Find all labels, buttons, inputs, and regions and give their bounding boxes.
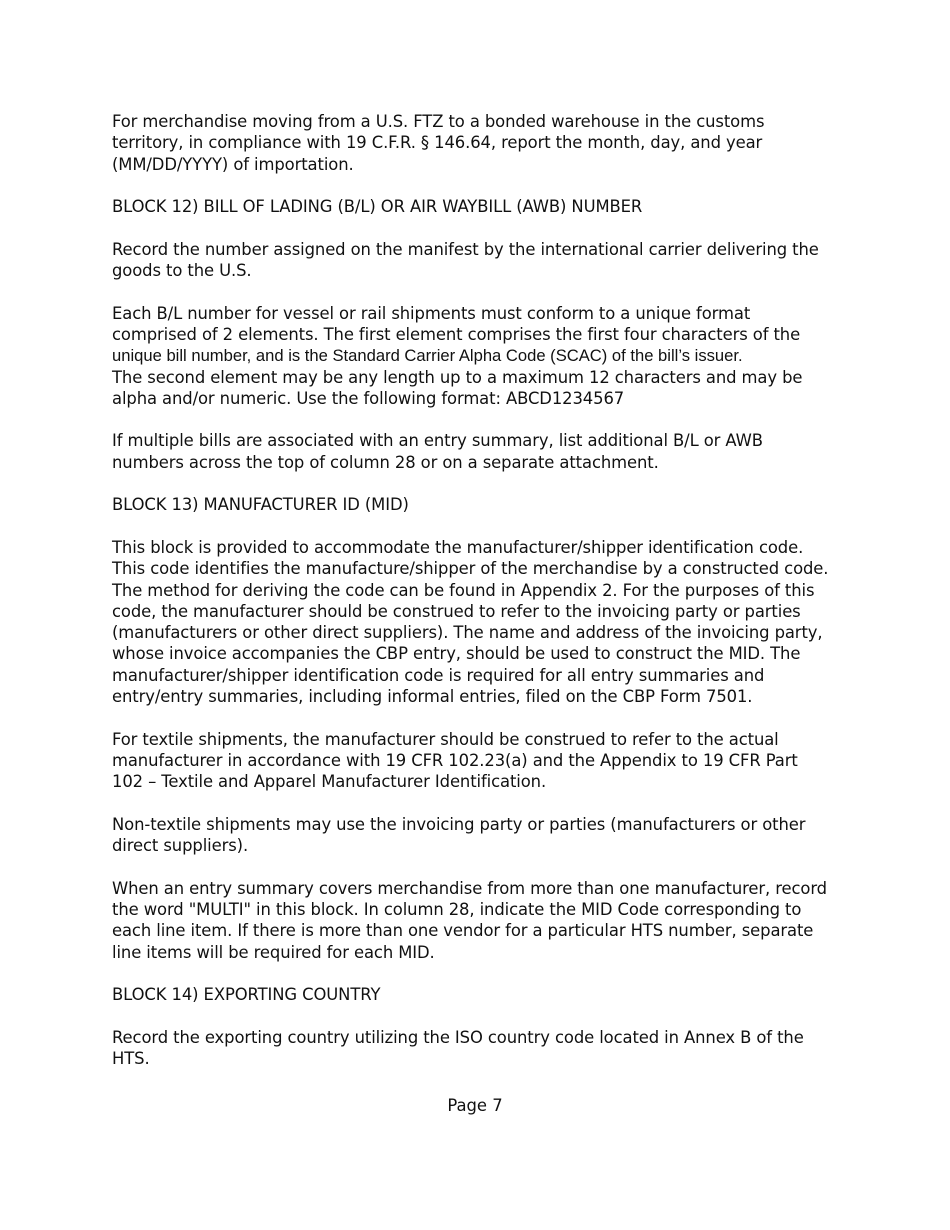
block13-heading: BLOCK 13) MANUFACTURER ID (MID) [112, 495, 409, 515]
block13-paragraph-3: Non-textile shipments may use the invoicing party or parties (manufacturers or other direct suppliers). [112, 814, 806, 856]
intro-paragraph: For merchandise moving from a U.S. FTZ to a bonded warehouse in the customs territory, in compliance with 19 C.F.R. § 146.64, report the month, day, and year (MM/DD/YYYY) of importation. [112, 112, 765, 174]
block12-paragraph-1: Record the number assigned on the manifest by the international carrier delivering the goods to the U.S. [112, 239, 819, 281]
block12-p2-line1: Each B/L number for vessel or rail shipments must conform to a unique format comprised of 2 elements. The first element comprises the first four characters of the [112, 303, 801, 344]
block12-p2-line2: unique bill number, and is the Standard Carrier Alpha Code (SCAC) of the bill’s issuer. [112, 346, 743, 366]
block13-paragraph-4: When an entry summary covers merchandise from more than one manufacturer, record the word "MULTI" in this block. In column 28, indicate the MID Code corresponding to each line item. If there is more than one vendor for a particular HTS number, separate line items will be required for each MID. [112, 878, 827, 962]
page-number: Page 7 [447, 1096, 503, 1115]
document-page [112, 111, 842, 1091]
block12-paragraph-2 [112, 303, 842, 409]
block14-heading: BLOCK 14) EXPORTING COUNTRY [112, 985, 381, 1005]
block12-p2-line3: The second element may be any length up to a maximum 12 characters and may be alpha and/or numeric. Use the following format: ABCD1234567 [112, 367, 803, 408]
block13-paragraph-2: For textile shipments, the manufacturer should be construed to refer to the actual manufacturer in accordance with 19 CFR 102.23(a) and the Appendix to 19 CFR Part 102 – Textile and Apparel Manufacturer Identification. [112, 729, 798, 792]
block12-heading: BLOCK 12) BILL OF LADING (B/L) OR AIR WAYBILL (AWB) NUMBER [112, 197, 643, 217]
block13-paragraph-1: This block is provided to accommodate the manufacturer/shipper identification code. This code identifies the manufacture/shipper of the merchandise by a constructed code. The method for deriving the code can be found in Appendix 2. For the purposes of this code, the manufacturer should be construed to refer to the invoicing party or parties (manufacturers or other direct suppliers). The name and address of the invoicing party, whose invoice accompanies the CBP entry, should be used to construct the MID. The manufacturer/shipper identification code is required for all entry summaries and entry/entry summaries, including informal entries, filed on the CBP Form 7501. [112, 537, 829, 707]
block12-paragraph-3: If multiple bills are associated with an entry summary, list additional B/L or AWB numbers across the top of column 28 or on a separate attachment. [112, 431, 763, 472]
block14-paragraph-1: Record the exporting country utilizing the ISO country code located in Annex B of the HTS. [112, 1027, 804, 1069]
